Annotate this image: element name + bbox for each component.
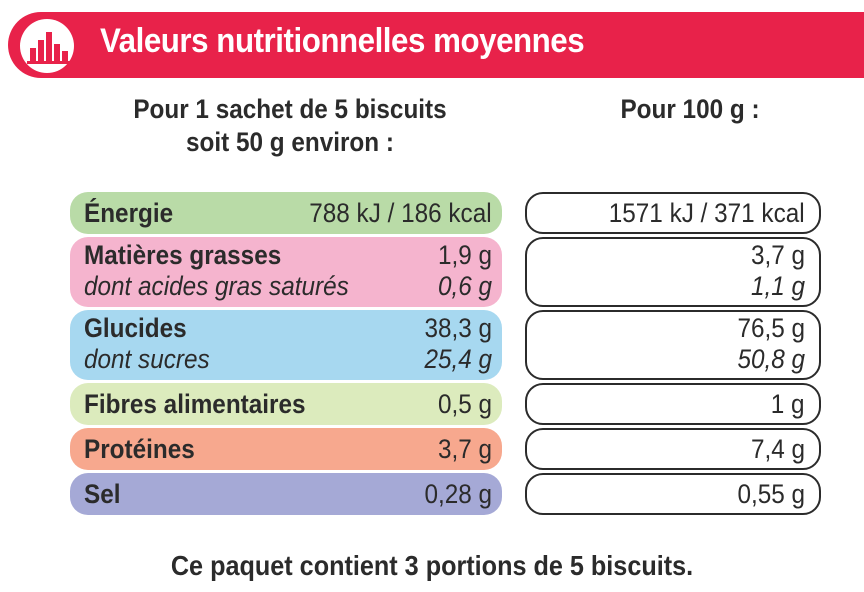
salt-label: Sel: [84, 479, 121, 509]
energy-portion-value: 788 kJ / 186 kcal: [309, 198, 492, 228]
energy-per100-value: 1571 kJ / 371 kcal: [609, 198, 805, 228]
saturated-fat-per100-value: 1,1 g: [750, 271, 805, 301]
carbs-portion-value: 38,3 g: [424, 313, 492, 343]
row-salt: [70, 473, 502, 515]
row-fibre-per100: [525, 383, 821, 425]
sugars-portion-value: 25,4 g: [424, 344, 492, 374]
row-energy-per100: [525, 192, 821, 234]
row-fibre: [70, 383, 502, 425]
carbs-per100-value: 76,5 g: [737, 313, 805, 343]
page-title: Valeurs nutritionnelles moyennes: [100, 22, 585, 60]
bar-chart-icon: [13, 18, 83, 74]
fat-portion-value: 1,9 g: [437, 240, 492, 270]
row-protein: [70, 428, 502, 470]
row-fat-per100: [525, 237, 821, 307]
row-carbs-per100: [525, 310, 821, 380]
salt-portion-value: 0,28 g: [424, 479, 492, 509]
salt-per100-value: 0,55 g: [737, 479, 805, 509]
saturated-fat-label: dont acides gras saturés: [84, 271, 349, 301]
protein-per100-value: 7,4 g: [750, 434, 805, 464]
row-protein-per100: [525, 428, 821, 470]
row-carbs: [70, 310, 502, 380]
sugars-label: dont sucres: [84, 344, 210, 374]
sugars-per100-value: 50,8 g: [737, 344, 805, 374]
fat-per100-value: 3,7 g: [750, 240, 805, 270]
fibre-label: Fibres alimentaires: [84, 389, 306, 419]
protein-portion-value: 3,7 g: [437, 434, 492, 464]
portions-note: Ce paquet contient 3 portions de 5 biscuits.: [170, 550, 694, 581]
title-banner: [8, 12, 864, 78]
fat-label: Matières grasses: [84, 240, 282, 270]
row-fat: [70, 237, 502, 307]
energy-label: Énergie: [84, 198, 174, 228]
row-energy: [70, 192, 502, 234]
fibre-portion-value: 0,5 g: [437, 389, 492, 419]
fibre-per100-value: 1 g: [771, 389, 805, 419]
per100g-column-header: Pour 100 g :: [620, 94, 760, 124]
protein-label: Protéines: [84, 434, 195, 464]
portion-header-line2: soit 50 g environ :: [186, 127, 394, 157]
portion-column-header: [65, 93, 515, 159]
carbs-label: Glucides: [84, 313, 187, 343]
saturated-fat-portion-value: 0,6 g: [437, 271, 492, 301]
portion-header-line1: Pour 1 sachet de 5 biscuits: [133, 94, 447, 124]
row-salt-per100: [525, 473, 821, 515]
